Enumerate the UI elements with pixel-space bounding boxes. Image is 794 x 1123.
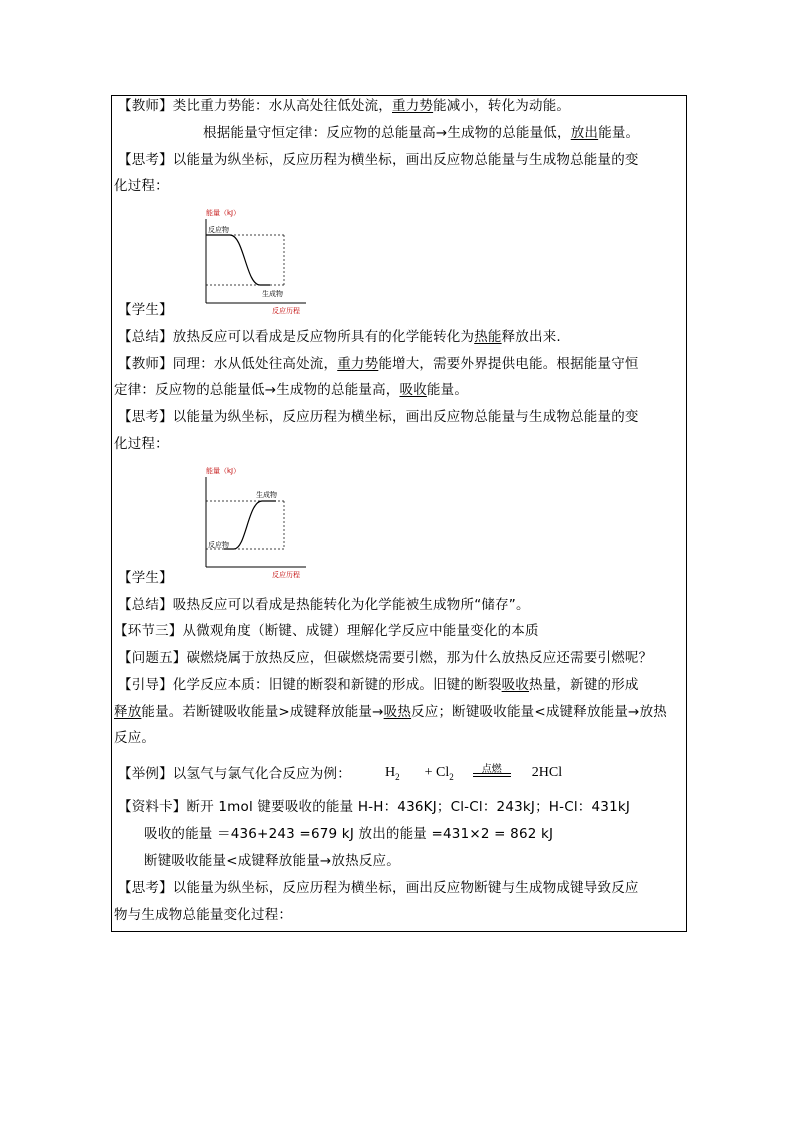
chemical-equation bbox=[385, 760, 562, 782]
text: 【总结】放热反应可以看成是反应物所具有的化学能转化为 bbox=[118, 329, 475, 345]
teacher-line-3 bbox=[118, 355, 639, 373]
teacher-line-4 bbox=[114, 381, 468, 399]
text: 热量，新键的形成 bbox=[529, 677, 639, 693]
chart2-reactant-label: 反应物 bbox=[208, 541, 229, 549]
text: 【举例】以氢气与氯气化合反应为例： bbox=[118, 766, 351, 782]
chart2-product-label: 生成物 bbox=[256, 491, 277, 499]
chart2-ylabel: 能量（kJ） bbox=[206, 467, 241, 475]
text: 能量。 bbox=[598, 125, 640, 141]
conclusion-line: 断键吸收能量<成键释放能量→放热反应。 bbox=[144, 853, 400, 869]
student-label-1: 【学生】 bbox=[118, 302, 173, 318]
think-line-3b: 物与生成物总能量变化过程： bbox=[114, 907, 293, 923]
text: 【引导】化学反应本质：旧键的断裂和新键的形成。旧键的断裂 bbox=[118, 677, 502, 693]
underlined-term: 重力势 bbox=[337, 356, 379, 372]
underlined-term: 吸热 bbox=[383, 704, 412, 720]
example-line bbox=[118, 765, 351, 783]
underlined-term: 放出 bbox=[570, 125, 599, 141]
underlined-term: 释放 bbox=[114, 704, 142, 720]
text: 能量。若断键吸收能量>成键释放能量→ bbox=[141, 704, 384, 720]
summary-line-2: 【总结】吸热反应可以看成是热能转化为化学能被生成物所“储存”。 bbox=[118, 597, 530, 613]
chart1-reactant-label: 反应物 bbox=[208, 226, 229, 234]
underlined-term: 重力势 bbox=[392, 98, 434, 114]
underlined-term: 吸收 bbox=[501, 677, 530, 693]
text: 【教师】同理：水从低处往高处流， bbox=[118, 356, 338, 372]
eq-product: 2HCl bbox=[531, 765, 563, 780]
think-line-1: 【思考】以能量为纵坐标，反应历程为横坐标，画出反应物总能量与生成物总能量的变 bbox=[118, 152, 639, 168]
guide-line-2 bbox=[114, 703, 667, 721]
section-three-heading: 【环节三】从微观角度（断键、成键）理解化学反应中能量变化的本质 bbox=[114, 623, 539, 639]
chart1-product-label: 生成物 bbox=[262, 290, 283, 298]
endothermic-energy-chart bbox=[200, 463, 310, 581]
text: 能增大，需要外界提供电能。根据能量守恒 bbox=[378, 356, 639, 372]
text: 定律：反应物的总能量低→生成物的总能量高， bbox=[114, 382, 400, 398]
chart1-ylabel: 能量（kJ） bbox=[206, 209, 241, 217]
underlined-term: 热能 bbox=[474, 329, 502, 345]
energy-calc-line: 吸收的能量 ＝436+243 =679 kJ 放出的能量 =431×2 = 862 kJ bbox=[144, 826, 554, 842]
underlined-term: 吸收 bbox=[399, 382, 427, 398]
student-label-2: 【学生】 bbox=[118, 570, 173, 586]
think-line-1b: 化过程： bbox=[114, 178, 169, 194]
teacher-line-2 bbox=[203, 124, 639, 142]
guide-line-3: 反应。 bbox=[114, 730, 156, 746]
data-card-line: 【资料卡】断开 1mol 键要吸收的能量 H-H：436KJ；Cl-Cl：243kJ；H-Cl：431kJ bbox=[118, 799, 631, 815]
chart2-curve bbox=[224, 501, 276, 549]
summary-line-1 bbox=[118, 328, 561, 346]
teacher-line-1 bbox=[118, 97, 570, 115]
text: 反应；断键吸收能量<成键释放能量→放热 bbox=[411, 704, 667, 720]
exothermic-energy-chart bbox=[200, 205, 310, 317]
think-line-2b: 化过程： bbox=[114, 436, 169, 452]
text: 能减小，转化为动能。 bbox=[433, 98, 571, 114]
text: 根据能量守恒定律：反应物的总能量高→生成物的总能量低， bbox=[203, 125, 571, 141]
text: 能量。 bbox=[426, 382, 469, 398]
chart1-curve bbox=[206, 235, 270, 285]
text: 【教师】类比重力势能：水从高处往低处流， bbox=[118, 98, 392, 114]
think-line-2: 【思考】以能量为纵坐标，反应历程为横坐标，画出反应物总能量与生成物总能量的变 bbox=[118, 409, 639, 425]
eq-condition: 点燃 bbox=[473, 760, 511, 775]
question-five: 【问题五】碳燃烧属于放热反应，但碳燃烧需要引燃，那为什么放热反应还需要引燃呢？ bbox=[118, 650, 653, 666]
chart2-xlabel: 反应历程 bbox=[272, 571, 300, 579]
chart1-xlabel: 反应历程 bbox=[272, 307, 300, 315]
eq-h2: $H_2$ bbox=[385, 765, 400, 782]
eq-cl2: + $Cl_2$ bbox=[424, 765, 454, 782]
guide-line-1 bbox=[118, 676, 639, 694]
text: 释放出来. bbox=[501, 329, 561, 345]
think-line-3: 【思考】以能量为纵坐标，反应历程为横坐标，画出反应物断键与生成物成键导致反应 bbox=[118, 880, 639, 896]
